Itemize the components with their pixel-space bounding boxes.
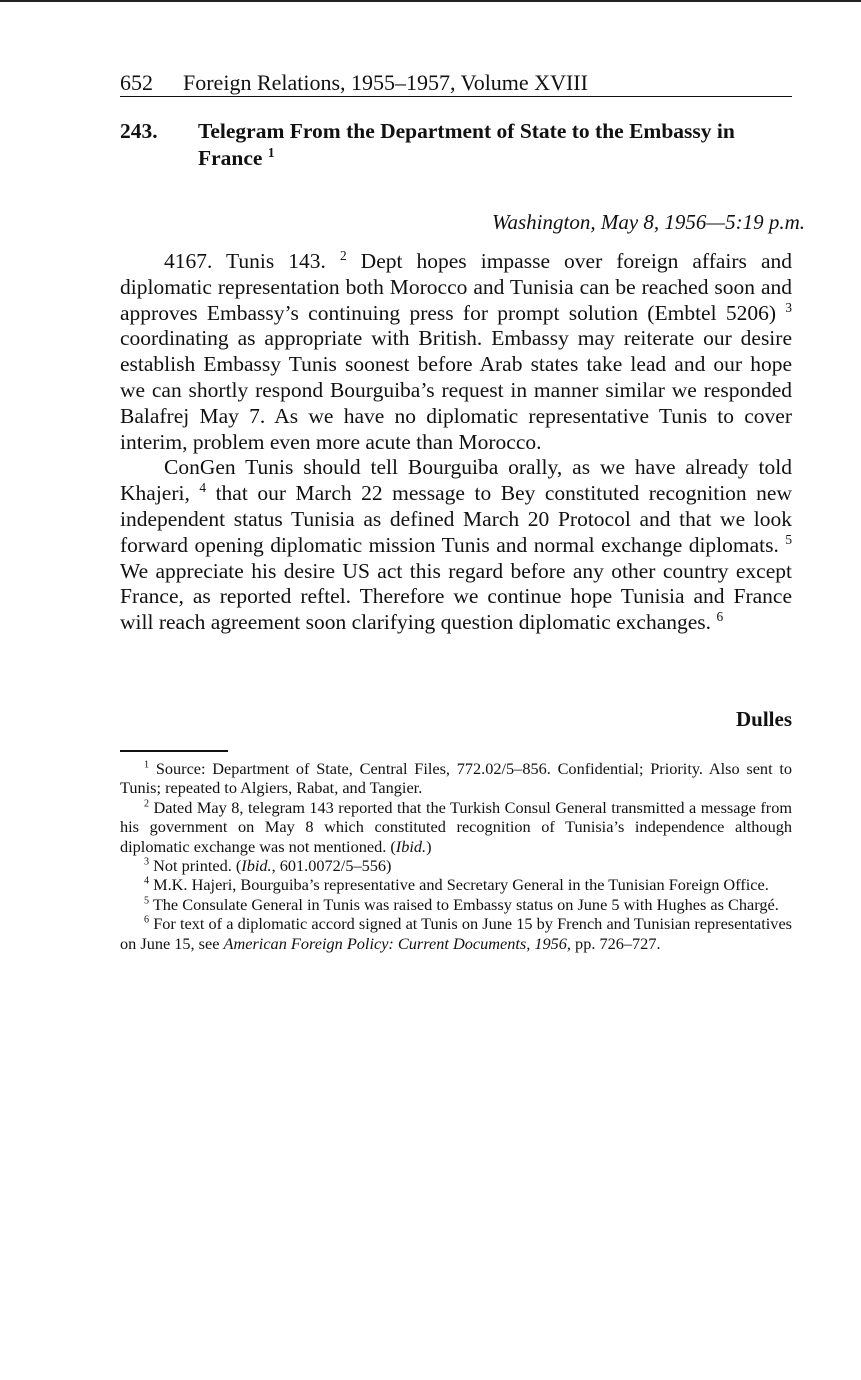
footnote-ref-2: 2 xyxy=(339,247,347,263)
footnote-text: Source: Department of State, Central Files, 772.02/5–856. Confidential; Priority. Also sent to Tunis; repeated to Algiers, Rabat, and Tangier. xyxy=(120,759,793,798)
footnote-text-end: ) xyxy=(426,836,432,856)
p2-text-2: that our March 22 message to Bey constituted recognition new independent status Tunisia as defined March 20 Protocol and that we look forward opening diplomatic mission Tunis and normal exchange diplomats. xyxy=(120,481,793,557)
footnote-mark: 4 xyxy=(144,876,150,888)
footnote-text-end: , pp. 726–727. xyxy=(566,933,661,953)
footnote-text: Dated May 8, telegram 143 reported that the Turkish Consul General transmitted a message from his government on May 8 which constituted recognition of Tunisia’s independence although diplomatic exchange was not mentioned. ( xyxy=(120,797,792,856)
signature: Dulles xyxy=(735,707,792,731)
footnote-6 xyxy=(120,914,792,953)
document-number: 243. xyxy=(120,119,158,143)
footnote-text: For text of a diplomatic accord signed at Tunis on June 15 by French and Tunisian representatives on June 15, see xyxy=(120,914,793,953)
footnote-2 xyxy=(120,798,792,856)
p1-text-2: Dept hopes impasse over foreign affairs and diplomatic representation both Morocco and Tunisia can be reached soon and approves Embassy’s continuing press for prompt solution (Embtel 5206) xyxy=(120,249,792,325)
p1-text-3: coordinating as appropriate with British. Embassy may reiterate our desire establish Embassy Tunis soonest before Arab states take lead and our hope we can shortly respond Bourguiba’s request in manner similar we responded Balafrej May 7. As we have no diplomatic representative Tunis to cover interim, problem even more acute than Morocco. xyxy=(120,326,792,454)
footnote-text-end: , 601.0072/5–556) xyxy=(271,856,392,876)
footnote-italic: American Foreign Policy: Current Documents, 1956 xyxy=(223,933,567,953)
dateline: Washington, May 8, 1956—5:19 p.m. xyxy=(491,210,805,234)
p2-text-3: We appreciate his desire US act this regard before any other country except France, as reported reftel. Therefore we continue hope Tunisia and France will reach agreement soon clarifying question diplomatic exchanges. xyxy=(120,558,792,635)
page-number: 652 xyxy=(120,70,153,95)
footnote-italic: Ibid. xyxy=(395,836,427,856)
document-heading xyxy=(120,118,792,172)
footnote-mark: 2 xyxy=(144,798,150,810)
body-paragraph-2 xyxy=(120,455,792,636)
footnote-mark: 5 xyxy=(144,895,150,907)
footnote-ref-1: 1 xyxy=(267,144,275,160)
footnote-mark: 1 xyxy=(144,759,150,771)
footnote-rule xyxy=(120,750,228,752)
footnotes xyxy=(120,759,792,953)
footnote-mark: 3 xyxy=(144,856,150,868)
footnote-ref-3: 3 xyxy=(785,299,792,315)
document-title xyxy=(198,118,792,172)
volume-title: Foreign Relations, 1955–1957, Volume XVIII xyxy=(183,70,588,95)
footnote-ref-5: 5 xyxy=(785,531,792,547)
footnote-text: M.K. Hajeri, Bourguiba’s representative and Secretary General in the Tunisian Foreign Office. xyxy=(153,875,769,895)
footnote-italic: Ibid. xyxy=(241,856,272,876)
footnote-ref-6: 6 xyxy=(716,609,724,624)
telegram-body xyxy=(120,249,792,636)
footnote-1 xyxy=(120,759,792,798)
footnote-5 xyxy=(120,895,792,914)
document-title-text: Telegram From the Department of State to the Embassy in France xyxy=(198,119,735,170)
p1-text-1: 4167. Tunis 143. xyxy=(164,249,326,273)
body-paragraph-1 xyxy=(120,249,792,455)
footnote-text: The Consulate General in Tunis was raised to Embassy status on June 5 with Hughes as Chargé. xyxy=(152,894,779,914)
running-head xyxy=(120,70,792,97)
footnote-mark: 6 xyxy=(144,914,150,926)
footnote-3 xyxy=(120,856,792,875)
p2-text-1: ConGen Tunis should tell Bourguiba orally, as we have already told Khajeri, xyxy=(120,455,792,506)
footnote-text: Not printed. ( xyxy=(153,856,242,876)
page-top-border xyxy=(0,0,861,2)
footnote-4 xyxy=(120,875,792,894)
footnote-ref-4: 4 xyxy=(199,480,207,496)
